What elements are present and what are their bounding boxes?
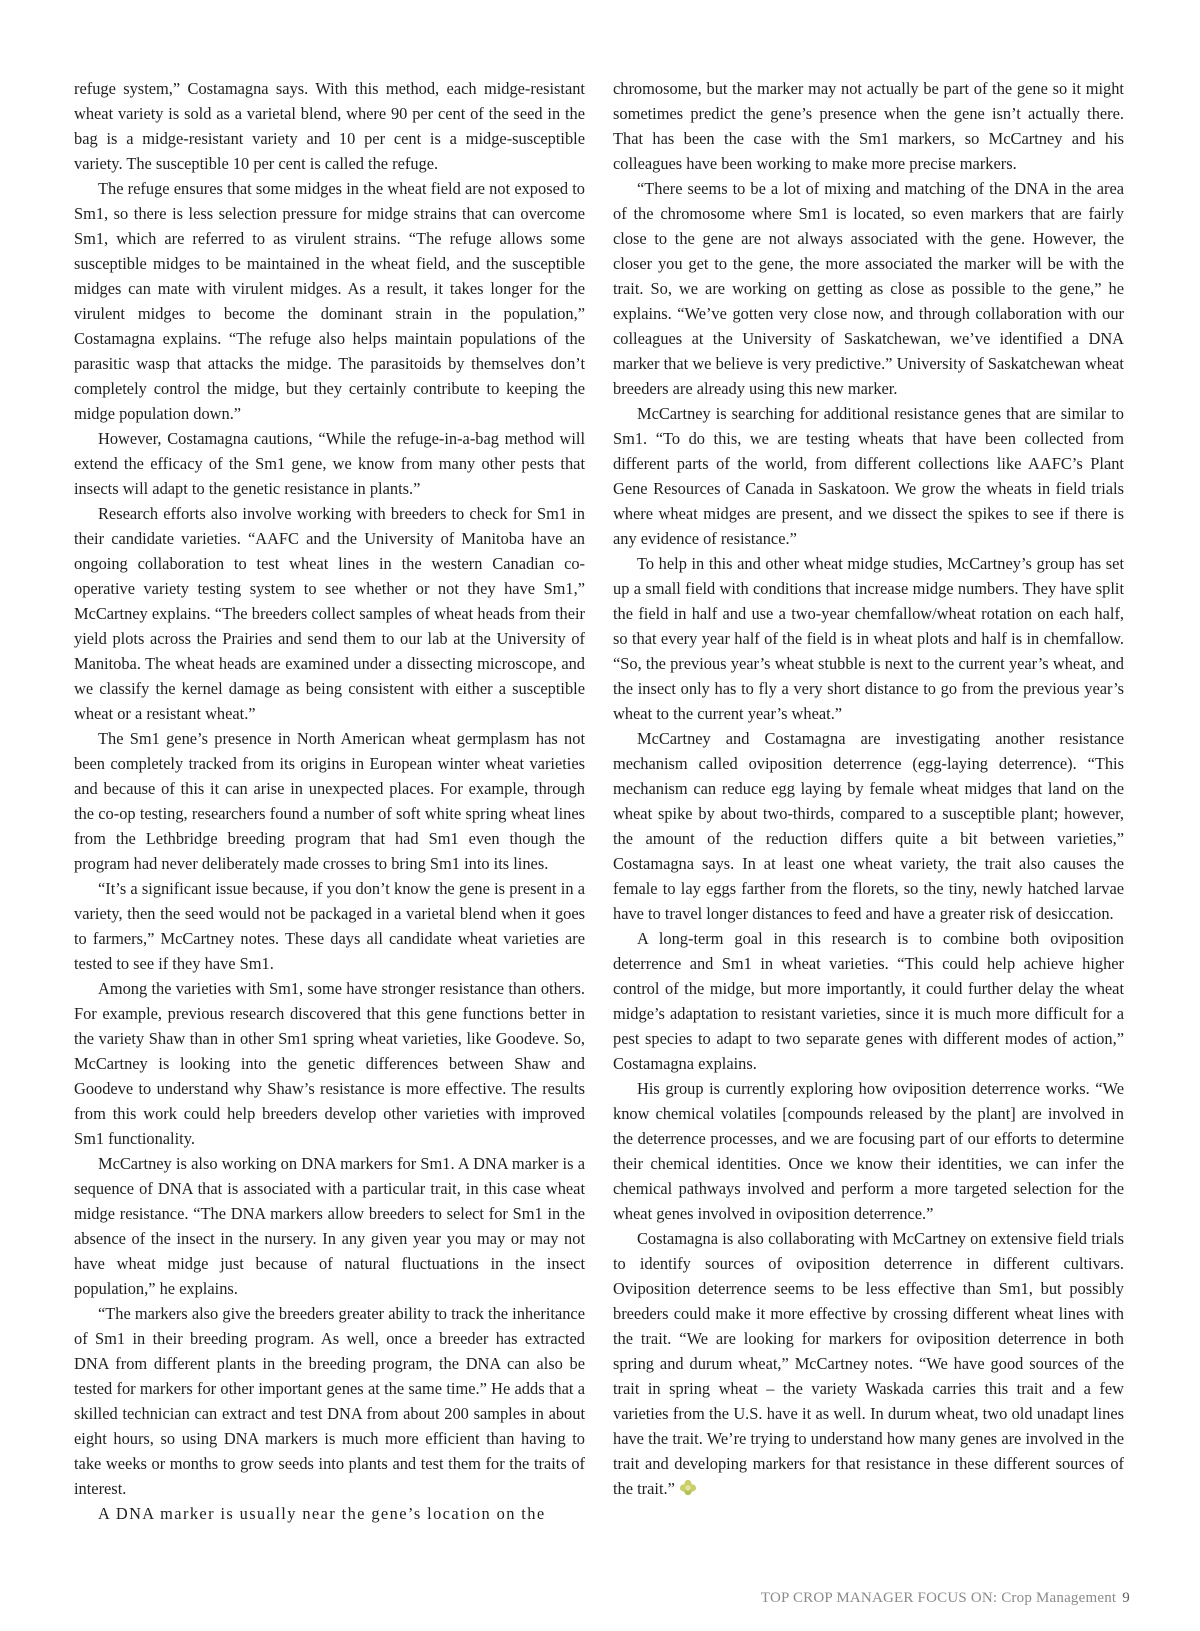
leaf-icon [679, 1479, 697, 1497]
paragraph: Among the varieties with Sm1, some have stronger resistance than others. For example, previous research discovered that this gene functions better in the variety Shaw than in other Sm1 spring wheat varieties, like Goodeve. So, McCartney is looking into the genetic differences between Shaw and Goodeve to understand why Shaw’s resistance is more effective. The results from this work could help breeders develop other varieties with improved Sm1 functionality. [74, 979, 585, 1148]
publication-name: TOP CROP MANAGER FOCUS ON: Crop Management [760, 1590, 1117, 1606]
left-column [74, 76, 585, 1526]
paragraph: His group is currently exploring how oviposition deterrence works. “We know chemical volatiles [compounds released by the plant] are involved in the deterrence processes, and we are focusing part of our efforts to determine their chemical identities. Once we know their identities, we can infer the chemical pathways involved and perform a more targeted selection for the wheat genes involved in oviposition deterrence.” [613, 1079, 1124, 1223]
paragraph: “The markers also give the breeders greater ability to track the inheritance of Sm1 in their breeding program. As well, once a breeder has extracted DNA from different plants in the breeding program, the DNA can also be tested for markers for other important genes at the same time.” He adds that a skilled technician can extract and test DNA from about 200 samples in about eight hours, so using DNA markers is much more efficient than having to take weeks or months to grow seeds into plants and test them for the traits of interest. [74, 1304, 585, 1498]
paragraph: A DNA marker is usually near the gene’s location on the [98, 1504, 546, 1523]
final-paragraph [613, 1226, 1124, 1501]
right-column [613, 76, 1124, 1501]
paragraph: chromosome, but the marker may not actually be part of the gene so it might sometimes predict the gene’s presence when the gene isn’t actually there. That has been the case with the Sm1 markers, so McCartney and his colleagues have been working to make more precise markers. [613, 79, 1124, 173]
paragraph: The Sm1 gene’s presence in North American wheat germplasm has not been completely tracked from its origins in European winter wheat varieties and because of this it can arise in unexpected places. For example, through the co-op testing, researchers found a number of soft white spring wheat lines from the Lethbridge breeding program that had Sm1 even though the program had never deliberately made crosses to bring Sm1 into its lines. [74, 729, 585, 873]
paragraph: McCartney and Costamagna are investigating another resistance mechanism called oviposition deterrence (egg-laying deterrence). “This mechanism can reduce egg laying by female wheat midges that land on the wheat spike by about two-thirds, compared to a susceptible plant; however, the amount of the reduction differs quite a bit between varieties,” Costamagna says. In at least one wheat variety, the trait also causes the female to lay eggs farther from the florets, so the tiny, newly hatched larvae have to travel longer distances to feed and have a greater risk of desiccation. [613, 729, 1124, 923]
paragraph-text: Costamagna is also collaborating with McCartney on extensive field trials to identify sources of oviposition deterrence in different cultivars. Oviposition deterrence seems to be less effective than Sm1, but possibly breeders could make it more effective by crossing different wheat lines with the trait. “We are looking for markers for oviposition deterrence in both spring and durum wheat,” McCartney notes. “We have good sources of the trait in spring wheat – the variety Waskada carries this trait and a few varieties from the U.S. have it as well. In durum wheat, two old unadapt lines have the trait. We’re trying to understand how many genes are involved in the trait and developing markers for that resistance in these different sources of the trait.” [613, 1229, 1124, 1498]
page-footer [761, 1590, 1130, 1607]
paragraph: Research efforts also involve working with breeders to check for Sm1 in their candidate varieties. “AAFC and the University of Manitoba have an ongoing collaboration to test wheat lines in the western Canadian co-operative variety testing system to see whether or not they have Sm1,” McCartney explains. “The breeders collect samples of wheat heads from their yield plots across the Prairies and send them to our lab at the University of Manitoba. The wheat heads are examined under a dissecting microscope, and we classify the kernel damage as being consistent with either a susceptible wheat or a resistant wheat.” [74, 504, 585, 723]
paragraph: The refuge ensures that some midges in the wheat field are not exposed to Sm1, so there is less selection pressure for midge strains that can overcome Sm1, which are referred to as virulent strains. “The refuge allows some susceptible midges to be maintained in the wheat field, and the susceptible midges can mate with virulent midges. As a result, it takes longer for the virulent midges to become the dominant strain in the population,” Costamagna explains. “The refuge also helps maintain populations of the parasitic wasp that attacks the midge. The parasitoids by themselves don’t completely control the midge, but they certainly contribute to keeping the midge population down.” [74, 179, 585, 423]
paragraph: McCartney is searching for additional resistance genes that are similar to Sm1. “To do this, we are testing wheats that have been collected from different parts of the world, from different collections like AAFC’s Plant Gene Resources of Canada in Saskatoon. We grow the wheats in field trials where wheat midges are present, and we dissect the spikes to see if there is any evidence of resistance.” [613, 404, 1124, 548]
paragraph: To help in this and other wheat midge studies, McCartney’s group has set up a small field with conditions that increase midge numbers. They have split the field in half and use a two-year chemfallow/wheat rotation on each half, so that every year half of the field is in wheat plots and half is in chemfallow. “So, the previous year’s wheat stubble is next to the current year’s wheat, and the insect only has to fly a very short distance to go from the previous year’s wheat to the current year’s wheat.” [613, 554, 1124, 723]
paragraph: “It’s a significant issue because, if you don’t know the gene is present in a variety, then the seed would not be packaged in a varietal blend when it goes to farmers,” McCartney notes. These days all candidate wheat varieties are tested to see if they have Sm1. [74, 879, 585, 973]
paragraph: However, Costamagna cautions, “While the refuge-in-a-bag method will extend the efficacy of the Sm1 gene, we know from many other pests that insects will adapt to the genetic resistance in plants.” [74, 429, 585, 498]
paragraph: McCartney is also working on DNA markers for Sm1. A DNA marker is a sequence of DNA that is associated with a particular trait, in this case wheat midge resistance. “The DNA markers allow breeders to select for Sm1 in the absence of the insect in the nursery. In any given year you may or may not have wheat midge just because of natural fluctuations in the insect population,” he explains. [74, 1154, 585, 1298]
paragraph: A long-term goal in this research is to combine both oviposition deterrence and Sm1 in wheat varieties. “This could help achieve higher control of the midge, but more importantly, it could further delay the wheat midge’s adaptation to resistant varieties, since it is much more difficult for a pest species to adapt to two separate genes with different modes of action,” Costamagna explains. [613, 929, 1124, 1073]
page-number: 9 [1122, 1590, 1130, 1606]
paragraph: “There seems to be a lot of mixing and matching of the DNA in the area of the chromosome where Sm1 is located, so even markers that are fairly close to the gene are not always associated with the gene. However, the closer you get to the gene, the more associated the marker will be with the trait. So, we are working on getting as close as possible to the gene,” he explains. “We’ve gotten very close now, and through collaboration with our colleagues at the University of Saskatchewan, we’ve identified a DNA marker that we believe is very predictive.” University of Saskatchewan wheat breeders are already using this new marker. [613, 179, 1124, 398]
paragraph: refuge system,” Costamagna says. With this method, each midge-resistant wheat variety is sold as a varietal blend, where 90 per cent of the seed in the bag is a midge-resistant variety and 10 per cent is a midge-susceptible variety. The susceptible 10 per cent is called the refuge. [74, 79, 585, 173]
